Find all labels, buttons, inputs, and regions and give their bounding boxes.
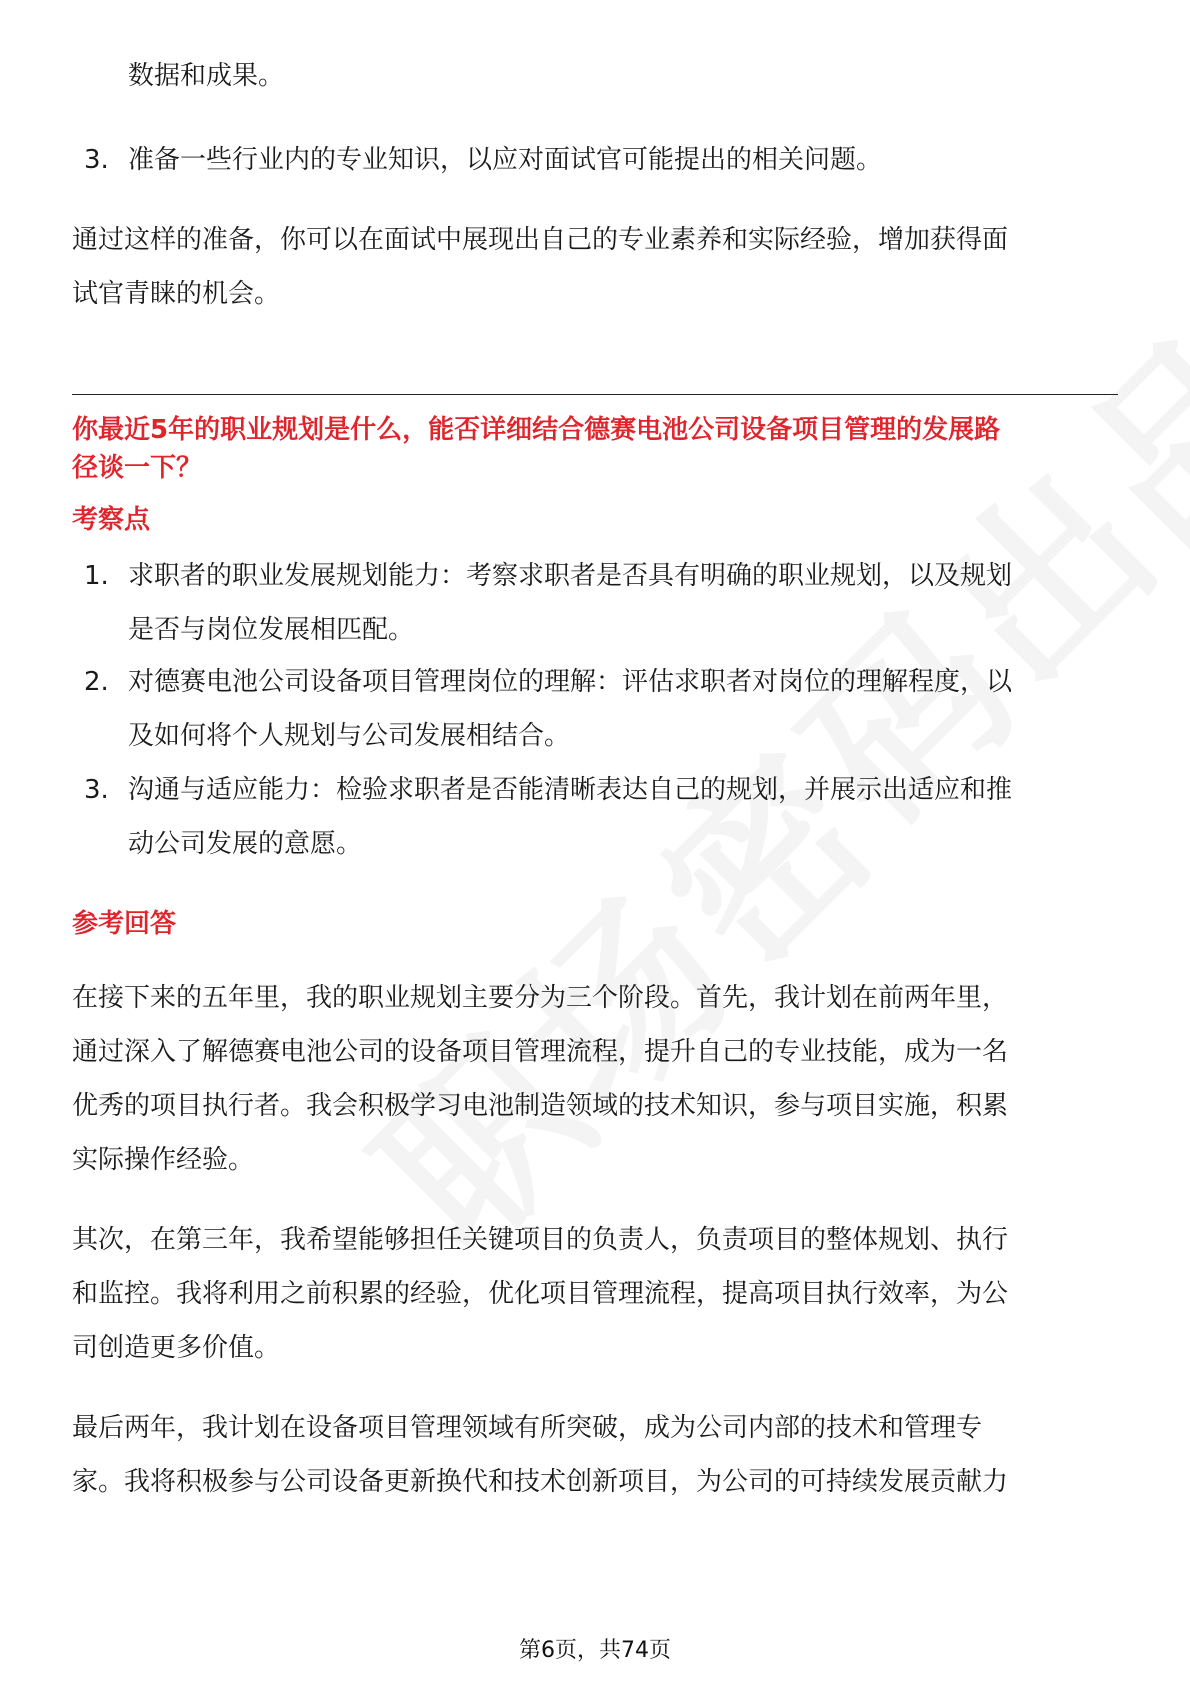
page-footer: 第6页，共74页 — [519, 1638, 671, 1663]
paragraph-line: 司创造更多价值。 — [72, 1333, 281, 1363]
list-number: 3. — [84, 145, 109, 175]
list-item-line: 动公司发展的意愿。 — [128, 829, 363, 859]
list-item-line: 及如何将个人规划与公司发展相结合。 — [128, 721, 571, 751]
paragraph-line: 通过这样的准备，你可以在面试中展现出自己的专业素养和实际经验，增加获得面 — [72, 225, 1009, 255]
answer-title: 参考回答 — [72, 909, 177, 939]
list-number: 2. — [84, 667, 109, 697]
paragraph-line: 通过深入了解德赛电池公司的设备项目管理流程，提升自己的专业技能，成为一名 — [72, 1037, 1009, 1067]
paragraph-line: 和监控。我将利用之前积累的经验，优化项目管理流程，提高项目执行效率，为公 — [72, 1279, 1009, 1309]
list-item-text: 准备一些行业内的专业知识，以应对面试官可能提出的相关问题。 — [128, 145, 883, 175]
paragraph-line: 在接下来的五年里，我的职业规划主要分为三个阶段。首先，我计划在前两年里， — [72, 983, 1009, 1013]
paragraph-line: 试官青睐的机会。 — [72, 279, 281, 309]
paragraph-line: 实际操作经验。 — [72, 1145, 255, 1175]
section-divider — [72, 394, 1118, 395]
list-item-line: 沟通与适应能力：检验求职者是否能清晰表达自己的规划，并展示出适应和推 — [128, 775, 1013, 805]
list-item-line: 求职者的职业发展规划能力：考察求职者是否具有明确的职业规划，以及规划 — [128, 561, 1013, 591]
paragraph-line: 优秀的项目执行者。我会积极学习电池制造领域的技术知识，参与项目实施，积累 — [72, 1091, 1009, 1121]
paragraph-line: 其次，在第三年，我希望能够担任关键项目的负责人，负责项目的整体规划、执行 — [72, 1225, 1009, 1255]
question-line: 径谈一下？ — [72, 453, 203, 483]
list-item-line: 对德赛电池公司设备项目管理岗位的理解：评估求职者对岗位的理解程度，以 — [128, 667, 1013, 697]
paragraph-line: 最后两年，我计划在设备项目管理领域有所突破，成为公司内部的技术和管理专 — [72, 1413, 983, 1443]
list-item-line: 是否与岗位发展相匹配。 — [128, 615, 415, 645]
exam-points-title: 考察点 — [72, 505, 151, 535]
question-line: 你最近5年的职业规划是什么，能否详细结合德赛电池公司设备项目管理的发展路 — [72, 415, 1001, 445]
prev-item-continuation: 数据和成果。 — [128, 61, 285, 91]
paragraph-line: 家。我将积极参与公司设备更新换代和技术创新项目，为公司的可持续发展贡献力 — [72, 1467, 1009, 1497]
list-number: 1. — [84, 561, 109, 591]
list-number: 3. — [84, 775, 109, 805]
